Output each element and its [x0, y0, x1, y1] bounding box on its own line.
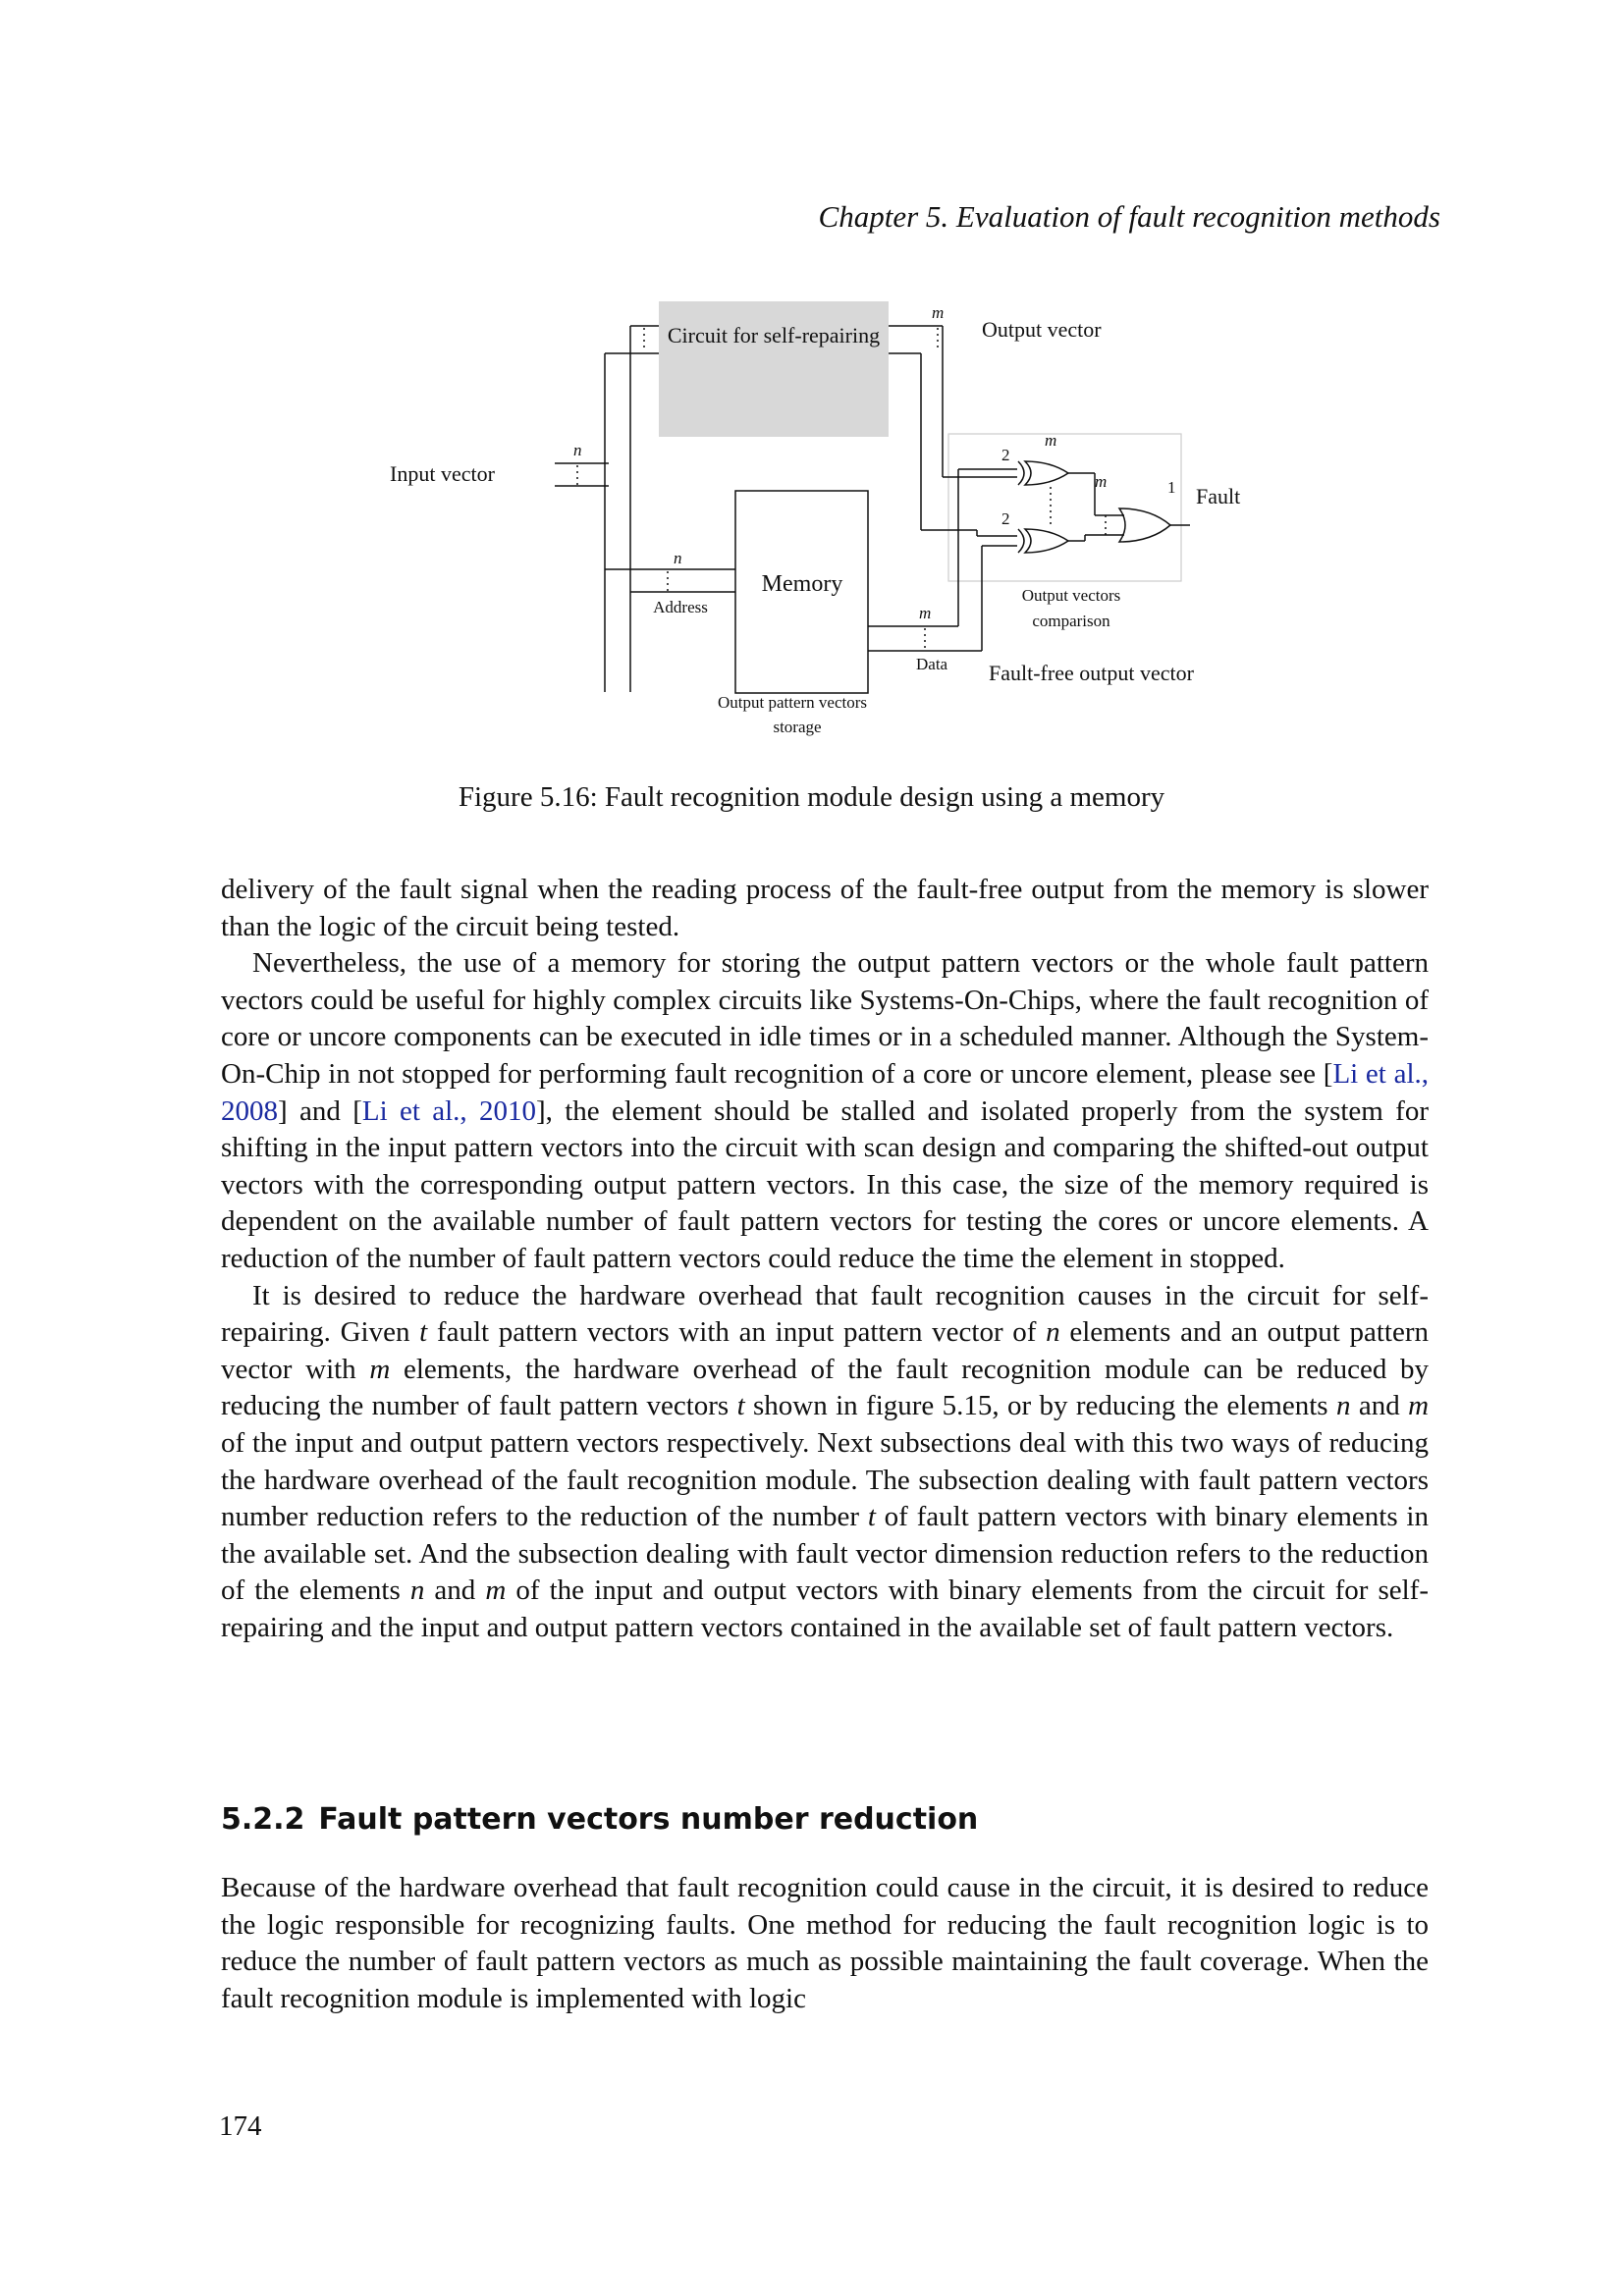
fault-free-label: Fault-free output vector	[989, 661, 1194, 685]
comparison-label-line1: Output vectors	[1021, 586, 1121, 605]
input-vector-label: Input vector	[390, 461, 495, 486]
output-vector-label: Output vector	[982, 317, 1102, 342]
var-m-xor: m	[1045, 431, 1057, 450]
storage-label-line2: storage	[773, 718, 822, 736]
num-1-output: 1	[1167, 478, 1176, 497]
page-number: 174	[219, 2110, 262, 2142]
var-m-or: m	[1095, 472, 1108, 491]
var-m-data: m	[919, 604, 932, 622]
circuit-label: Circuit for self-repairing	[667, 323, 881, 347]
section-title: Fault pattern vectors number reduction	[318, 1802, 979, 1837]
storage-label-line1: Output pattern vectors	[717, 693, 868, 712]
var-n-address: n	[674, 549, 682, 567]
xor-gate-top	[1025, 461, 1068, 485]
num-2-bottom: 2	[1001, 509, 1010, 528]
var-m-circuit: m	[932, 303, 945, 322]
paragraph: It is desired to reduce the hardware overhead that fault recognition causes in the circuit for self-repairing. Given t fault pattern vectors with an input pattern vector of n elements and an output pattern vector with m elements, the hardware overhead of the fault recognition module can be reduced by reducing the number of fault pattern vectors t shown in figure 5.15, or by reducing the elements n and m of the input and output pattern vectors respectively. Next subsections deal with this two ways of reducing the hardware overhead of the fault recognition module. The subsection dealing with fault pattern vectors number reduction refers to the reduction of the number t of fault pattern vectors with binary elements in the available set. And the subsection dealing with fault vector dimension reduction refers to the reduction of the elements n and m of the input and output vectors with binary elements from the circuit for self-repairing and the input and output pattern vectors contained in the available set of fault pattern vectors.	[221, 1279, 1430, 1643]
comparison-box	[948, 434, 1181, 581]
address-label: Address	[653, 598, 708, 616]
or-gate	[1119, 508, 1170, 542]
circuit-box	[659, 301, 889, 437]
section-heading	[221, 1802, 978, 1837]
paragraph: Because of the hardware overhead that fault recognition could cause in the circuit, it is desired to reduce the logic responsible for recognizing faults. One method for reducing the fault recognition logic is to reduce the number of fault pattern vectors as much as possible maintaining the fault coverage. When the fault recognition module is implemented with logic	[221, 1872, 1429, 2014]
data-label: Data	[916, 655, 948, 673]
fault-recognition-diagram	[373, 285, 1276, 756]
paragraph: Nevertheless, the use of a memory for storing the output pattern vectors or the whole fault pattern vectors could be useful for highly complex circuits like Systems-On-Chips, where the fault recognition of core or uncore components can be executed in idle times or in a scheduled manner. Although the System-On-Chip in not stopped for performing fault recognition of a core or uncore element, please see [Li et al., 2008] and [Li et al., 2010], the element should be stalled and isolated properly from the system for shifting in the input pattern vectors into the circuit with scan design and comparing the shifted-out output vectors with the corresponding output pattern vectors. In this case, the size of the memory required is dependent on the available number of fault pattern vectors for testing the cores or uncore elements. A reduction of the number of fault pattern vectors could reduce the time the element in stopped.	[221, 947, 1429, 1274]
section-number: 5.2.2	[221, 1802, 305, 1837]
comparison-label-line2: comparison	[1032, 612, 1110, 630]
paragraph: delivery of the fault signal when the reading process of the fault-free output from the memory is slower than the logic of the circuit being tested.	[221, 874, 1429, 942]
body-text-upper	[221, 872, 1429, 1646]
fault-label: Fault	[1196, 484, 1241, 508]
num-2-top: 2	[1001, 446, 1010, 464]
figure-caption: Figure 5.16: Fault recognition module design using a memory	[458, 781, 1165, 813]
xor-gate-bottom	[1025, 529, 1068, 553]
citation-link[interactable]: Li et al., 2010	[361, 1095, 536, 1127]
var-n-input: n	[573, 441, 582, 459]
body-text-lower	[221, 1870, 1429, 2017]
citation-link[interactable]: Li et al., 2008	[221, 1057, 1429, 1127]
running-head: Chapter 5. Evaluation of fault recognition methods	[818, 199, 1440, 234]
memory-label: Memory	[761, 571, 843, 597]
